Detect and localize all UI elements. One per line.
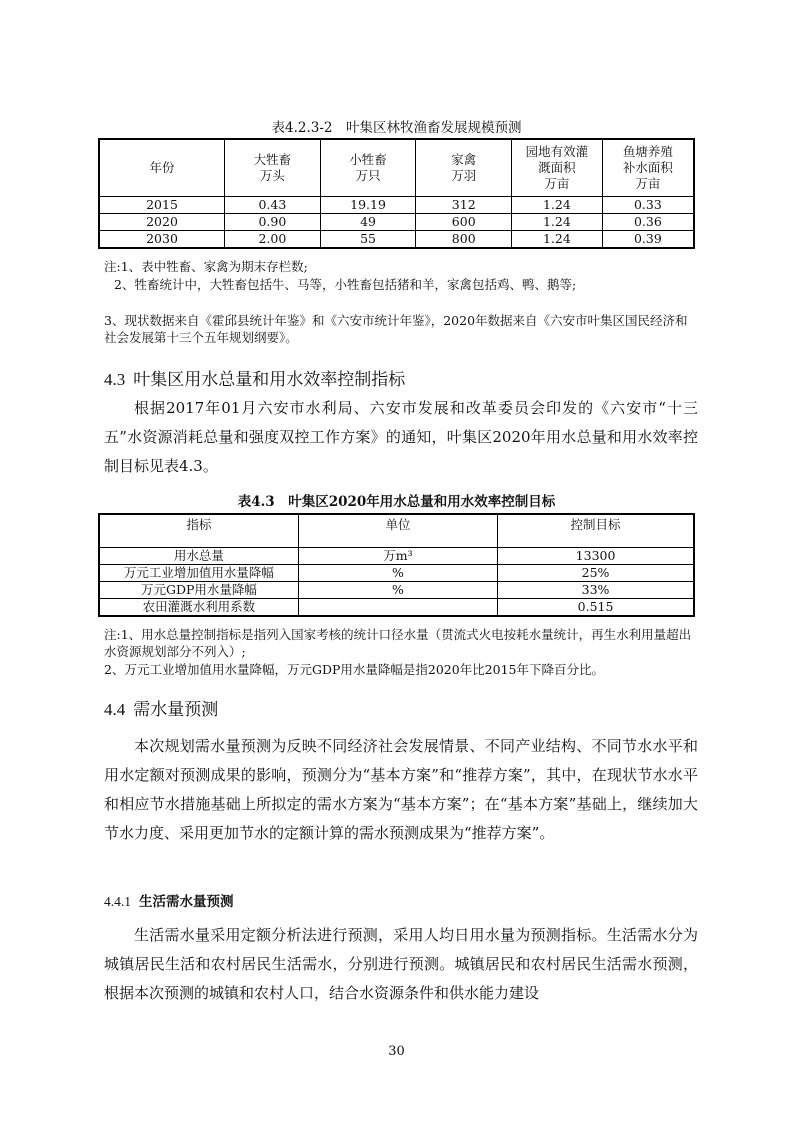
table-cell: 1.24 (512, 214, 603, 231)
table-cell: 万m³ (298, 548, 497, 565)
table-cell: 0.33 (602, 197, 694, 214)
table2-header-row (99, 514, 694, 548)
section-number: 4.4.1 (104, 894, 131, 909)
table-cell: 49 (320, 214, 416, 231)
table1-note-2: 2、牲畜统计中，大牲畜包括牛、马等，小牲畜包括猪和羊，家禽包括鸡、鸭、鹅等; (114, 277, 577, 292)
table1-header-orchard-irrigation: 园地有效灌 溉面积 万亩 (512, 139, 603, 197)
table1-header-poultry: 家禽 万羽 (416, 139, 512, 197)
table1-caption: 表4.2.3-2 叶集区林牧渔畜发展规模预测 (271, 120, 522, 136)
paragraph-text: 本次规划需水量预测为反映不同经济社会发展情景、不同产业结构、不同节水水平和用水定额对预测成果的影响，预测分为“基本方案”和“推荐方案”，其中，在现状节水水平和相应节水措施基础上所拟定的需水方案为“基本方案”；在“基本方案”基础上，继续加大节水力度、采用更加节水的定额计算的需水预测成果为“推荐方案”。 (104, 737, 698, 842)
section-number: 4.3 (104, 370, 126, 389)
table-cell: 2015 (99, 197, 225, 214)
table-cell: 用水总量 (99, 548, 298, 565)
table-cell: 600 (416, 214, 512, 231)
table2-header-indicator: 指标 (99, 514, 298, 548)
table-cell: 312 (416, 197, 512, 214)
table-row (99, 548, 694, 565)
table-cell: 万元工业增加值用水量降幅 (99, 565, 298, 582)
table-cell: % (298, 565, 497, 582)
table2-note-2: 2、万元工业增加值用水量降幅，万元GDP用水量降幅是指2020年比2015年下降百分比。 (104, 662, 604, 677)
table-cell: 25% (498, 565, 694, 582)
table2-caption: 表4.3 叶集区2020年用水总量和用水效率控制目标 (237, 494, 556, 510)
table-cell: 2020 (99, 214, 225, 231)
table2-note-1: 注:1、用水总量控制指标是指列入国家考核的统计口径水量（贯流式火电按耗水量统计，再生水利用量超出水资源规划部分不列入）; (104, 627, 692, 659)
section-title: 需水量预测 (133, 700, 219, 720)
section-heading-4-3 (104, 365, 405, 390)
table-cell: 2.00 (225, 231, 321, 249)
section-title: 叶集区用水总量和用水效率控制指标 (133, 370, 406, 390)
table-cell: 13300 (498, 548, 694, 565)
table-cell: 农田灌溉水利用系数 (99, 599, 298, 617)
table-cell (298, 599, 497, 617)
table-cell: 0.43 (225, 197, 321, 214)
table1-header-small-livestock: 小牲畜 万只 (320, 139, 416, 197)
table-cell: 0.36 (602, 214, 694, 231)
table-row (99, 231, 694, 249)
paragraph-text: 生活需水量采用定额分析法进行预测，采用人均日用水量为预测指标。生活需水分为城镇居民生活和农村居民生活需水，分别进行预测。城镇居民和农村居民生活需水预测，根据本次预测的城镇和农村人口，结合水资源条件和供水能力建设 (104, 926, 698, 1002)
table1-header-row (99, 139, 694, 197)
section-4-4-1-paragraph (104, 921, 698, 1008)
table-cell: 2030 (99, 231, 225, 249)
table1-note-3: 3、现状数据来自《霍邱县统计年鉴》和《六安市统计年鉴》，2020年数据来自《六安市叶集区国民经济和社会发展第十三个五年规划纲要》。 (104, 313, 688, 345)
section-number: 4.4 (104, 700, 126, 719)
table1-note-1: 注:1、表中牲畜、家禽为期末存栏数; (104, 259, 308, 274)
table-cell: 万元GDP用水量降幅 (99, 582, 298, 599)
livestock-forecast-table (98, 138, 695, 249)
table-row (99, 214, 694, 231)
table2-header-unit: 单位 (298, 514, 497, 548)
table-cell: 33% (498, 582, 694, 599)
table-cell: 0.90 (225, 214, 321, 231)
table-cell: 0.39 (602, 231, 694, 249)
table-row (99, 599, 694, 617)
section-title: 生活需水量预测 (139, 894, 234, 910)
table-cell: 800 (416, 231, 512, 249)
table-cell: 1.24 (512, 197, 603, 214)
table2-header-target: 控制目标 (498, 514, 694, 548)
table-row (99, 197, 694, 214)
page-number: 30 (388, 1044, 405, 1059)
table1-header-fishpond: 鱼塘养殖 补水面积 万亩 (602, 139, 694, 197)
section-heading-4-4-1 (104, 890, 234, 910)
table-cell: 0.515 (498, 599, 694, 617)
table-cell: 1.24 (512, 231, 603, 249)
paragraph-text: 根据2017年01月六安市水利局、六安市发展和改革委员会印发的《六安市“十三五”水资源消耗总量和强度双控工作方案》的通知，叶集区2020年用水总量和用水效率控制目标见表4.3。 (104, 399, 698, 475)
table-cell: % (298, 582, 497, 599)
table-row (99, 565, 694, 582)
table1-header-year: 年份 (99, 139, 225, 197)
table-cell: 19.19 (320, 197, 416, 214)
section-heading-4-4 (104, 695, 218, 720)
table1-header-large-livestock: 大牲畜 万头 (225, 139, 321, 197)
table-cell: 55 (320, 231, 416, 249)
water-control-targets-table (98, 513, 695, 617)
section-4-3-paragraph (104, 394, 698, 481)
section-4-4-paragraph (104, 732, 698, 848)
table-row (99, 582, 694, 599)
